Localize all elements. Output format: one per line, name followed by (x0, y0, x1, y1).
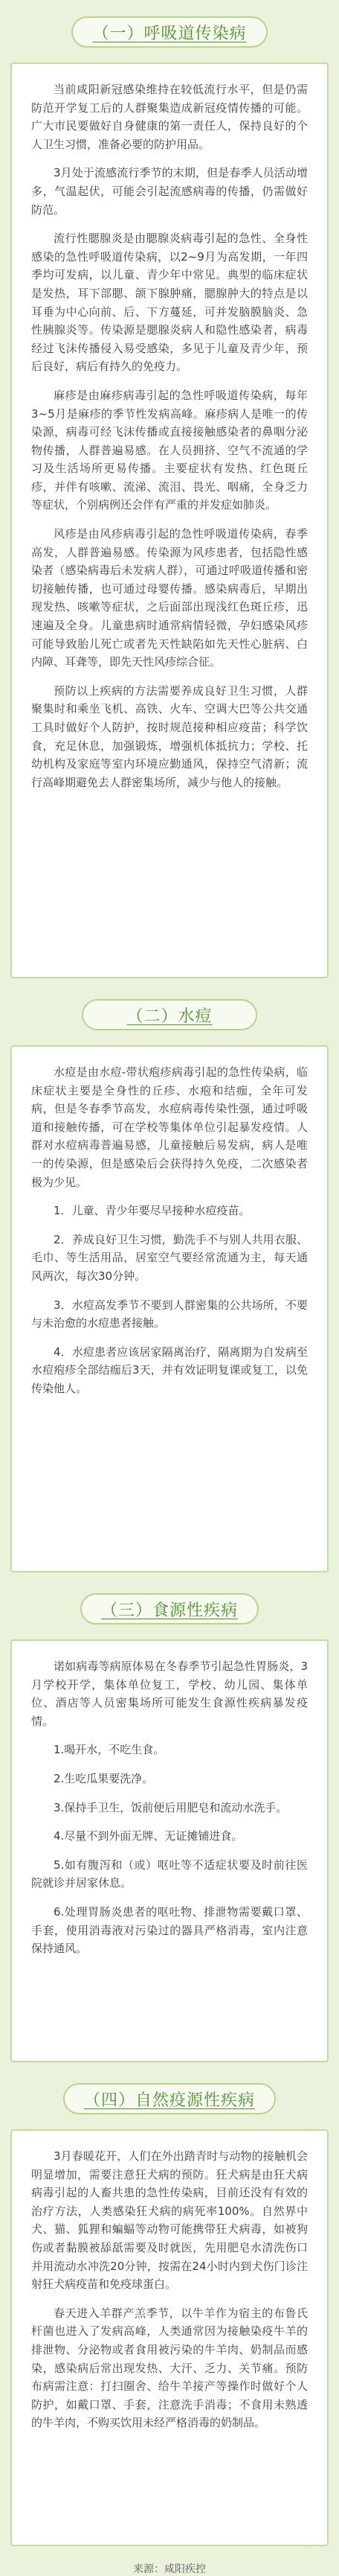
section-heading-chickenpox (10, 992, 329, 1038)
section-title: （二）水痘 (82, 999, 257, 1030)
list-item: 4.尽量不到外面无牌、无证摊铺进食。 (54, 1829, 243, 1843)
list-item: 2．养成良好卫生习惯，勤洗手不与别人共用衣服、毛巾、等生活用品，居室空气要经常流通为主，每天通风两次，每次30分钟。 (31, 1232, 308, 1283)
paragraph: 水痘是由水痘-带状疱疹病毒引起的急性传染病，临床症状主要是全身性的丘疹、水疱和结痂，全年可发病，但是冬春季节高发，水痘病毒传染性强，通过呼吸道和接触传播，可在学校等集体单位引起暴发疫情。人群对水痘病毒普遍易感，儿童接触后易发病，病人是唯一的传染源，但是感染后会获得持久免疫，二次感染者极为少见。 (31, 1065, 308, 1189)
paragraph: 诺如病毒等病原体易在冬春季节引起急性胃肠炎，3月学校开学，集体单位复工，学校、幼儿园、集体单位、酒店等人员密集场所可能发生食源性疾病暴发疫情。 (31, 1660, 308, 1728)
section-card-foodborne (10, 1639, 329, 2062)
list-item: 4．水痘患者应该居家隔离治疗，隔离期为自发病至水痘疱疹全部结痂后3天，并有效证明复课或复工，以免传染他人。 (31, 1345, 308, 1395)
list-item: 1.喝开水，不吃生食。 (54, 1743, 165, 1757)
paragraph: 3月春暖花开，人们在外出踏青时与动物的接触机会明显增加，需要注意狂犬病的预防。狂犬病是由狂犬病病毒引起的人畜共患的急性传染病，目前还没有有效的治疗方法，人类感染狂犬病的病死率100%。自然界中犬、猫、狐狸和蝙蝠等动物可能携带狂犬病毒，如被狗伤或者黏膜被舔舐需要及时就医，先用肥皂水清洗伤口并用流动水冲洗20分钟，按需在24小时内到犬伤门诊注射狂犬病疫苗和免疫球蛋白。 (31, 2149, 308, 2292)
section-card-respiratory (10, 63, 329, 978)
section-title: （一）呼吸道传染病 (71, 16, 267, 48)
list-item: 1．儿童、青少年要尽早接种水痘疫苗。 (54, 1204, 251, 1218)
list-item: 2.生吃瓜果要洗净。 (54, 1771, 154, 1785)
section-card-natural-focus (10, 2129, 329, 2546)
source-credit: 来源：咸阳疾控 (133, 2563, 206, 2575)
section-title: （三）食源性疾病 (80, 1593, 259, 1625)
list-item: 3.保持手卫生，饭前便后用肥皂和流动水洗手。 (54, 1800, 288, 1814)
section-title: （四）自然疫源性疾病 (63, 2083, 276, 2114)
list-item: 5.如有腹泻和（或）呕吐等不适症状要及时前往医院就诊并居家休息。 (31, 1858, 308, 1890)
paragraph: 预防以上疾病的方法需要养成良好卫生习惯，人群聚集时和乘坐飞机、高铁、火车、空调大巴等公共交通工具时做好个人防护，按时规范接种相应疫苗；科学饮食，充足休息，加强锻炼，增强机体抵抗力；学校、托幼机构及家庭等室内环境应勤通风，保持空气清新；流行高峰期避免去人群密集场所，减少与他人的接触。 (31, 683, 308, 789)
list-item: 3．水痘高发季节不要到人群密集的公共场所，不要与未治愈的水痘患者接触。 (31, 1298, 308, 1330)
paragraph: 流行性腮腺炎是由腮腺炎病毒引起的急性、全身性感染的急性呼吸道传染病，以2~9月为高发期，一年四季均可发病，以儿童、青少年中常见。典型的临床症状是发热，耳下部腮、颌下腺肿痛，腮腺肿大的特点是以耳垂为中心向前、后、下方蔓延，可并发脑膜脑炎、急性胰腺炎等。传染源是腮腺炎病人和隐性感染者，病毒经过飞沫传播侵入易受感染，多见于儿童及青少年，预后良好，病后有持久的免疫力。 (31, 232, 308, 374)
paragraph: 麻疹是由麻疹病毒引起的急性呼吸道传染病，每年3~5月是麻疹的季节性发病高峰。麻疹病人是唯一的传染源，病毒可经飞沫传播或直接接触感染者的鼻咽分泌物传播，人群普遍易感。在人员拥挤、空气不流通的学习及生活场所更易传播。主要症状有发热、红色斑丘疹，并伴有咳嗽、流涕、流泪、畏光、咽痛，全身乏力等症状，个别病例还会伴有严重的并发症如肺炎。 (31, 388, 308, 512)
section-heading-respiratory (10, 9, 329, 55)
paragraph: 3月处于流感流行季节的末期，但是春季人员活动增多，气温起伏，可能会引起流感病毒的传播，仍需做好防范。 (31, 166, 308, 217)
section-heading-natural-focus (10, 2076, 329, 2122)
section-card-chickenpox (10, 1045, 329, 1572)
section-heading-foodborne (10, 1586, 329, 1632)
paragraph: 风疹是由风疹病毒引起的急性呼吸道传染病，春季高发，人群普遍易感。传染源为风疹患者，包括隐性感染者（感染病毒后未发病人群），可通过呼吸道传播和密切接触传播，也可通过母婴传播。感染病毒后，早期出现发热、咳嗽等症状，之后面部出现浅红色斑丘疹，迅速遍及全身。儿童患病时通常病情轻微，孕妇感染风疹可能导致胎儿死亡或者先天性缺陷如先天性心脏病、白内障、耳聋等，即先天性风疹综合征。 (31, 527, 308, 669)
paragraph: 春天进入羊群产羔季节，以牛羊作为宿主的布鲁氏杆菌也进入了发病高峰，人类通常因为接触染疫牛羊的排泄物、分泌物或者食用被污染的牛羊肉、奶制品而感染，感染病后常出现发热、大汗、乏力、关节痛。预防布病需注意：打扫圈舍、给牛羊接产等操作时做好个人防护，如戴口罩、手套，注意洗手消毒；不食用未熟透的牛羊肉，不购买饮用未经严格消毒的奶制品。 (31, 2306, 308, 2430)
list-item: 6.处理胃肠炎患者的呕吐物、排泄物需要戴口罩、手套，使用消毒液对污染过的器具严格消毒，室内注意保持通风。 (31, 1904, 308, 1956)
paragraph: 当前咸阳新冠感染维持在较低流行水平，但是仍需防范开学复工后的人群聚集造成新冠疫情传播的可能。广大市民要做好自身健康的第一责任人，保持良好的个人卫生习惯，准备必要的防护用品。 (31, 83, 308, 151)
